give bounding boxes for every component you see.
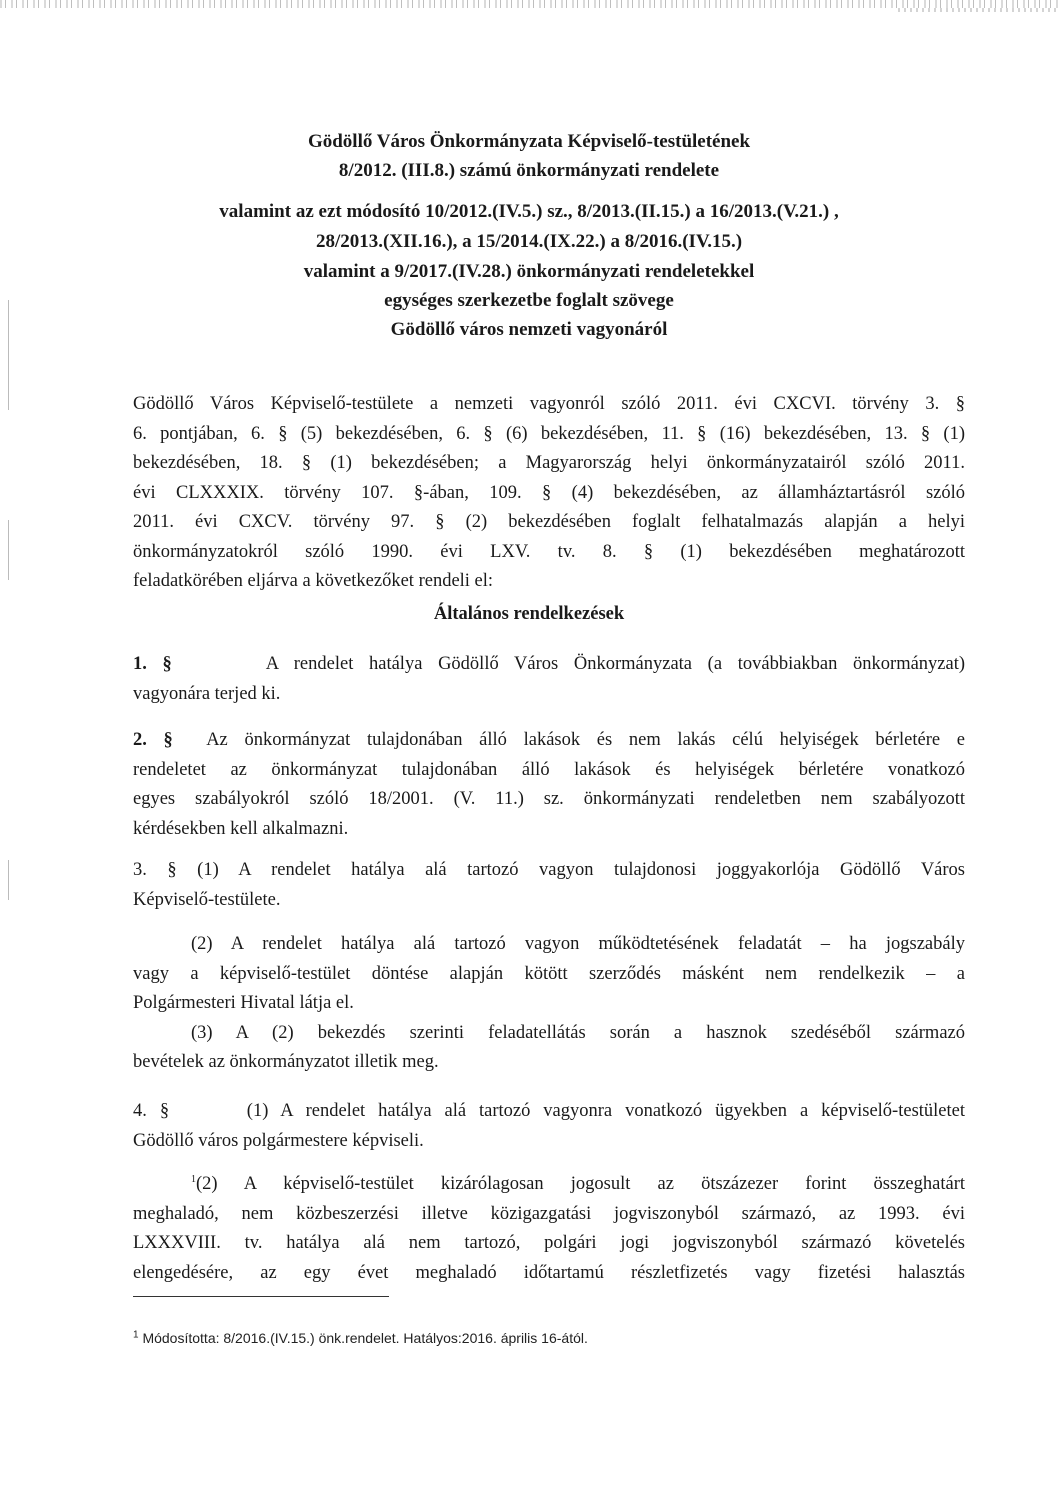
section-3-line: (3) A (2) bekezdés szerinti feladatellátás során a hasznok szedéséből származó [191, 1022, 965, 1043]
section-4-line: meghaladó, nem közbeszerzési illetve közigazgatási jogviszonyból származó, az 1993. évi [133, 1203, 965, 1224]
scan-margin-mark [8, 520, 9, 580]
section-1-line: vagyonára terjed ki. [133, 683, 281, 704]
section-4-line: (1) A rendelet hatálya alá tartozó vagyonra vonatkozó ügyekben a képviselő-testületet [246, 1101, 965, 1121]
section-3-line: Polgármesteri Hivatal látja el. [133, 993, 354, 1013]
scan-artifact-top [0, 0, 1058, 8]
scan-artifact-top-right [898, 8, 1058, 12]
section-2-line: kérdésekben kell alkalmazni. [133, 818, 349, 839]
preamble-line: önkormányzatokról szóló 1990. évi LXV. tv. 8. § (1) bekezdésében meghatározott [133, 541, 965, 562]
title-line-6: egységes szerkezetbe foglalt szövege [384, 290, 674, 311]
preamble-line: bekezdésében, 18. § (1) bekezdésében; a Magyarország helyi önkormányzatairól szóló 2011. [133, 453, 965, 473]
section-4-line: elengedésére, az egy évet meghaladó időtartamú részletfizetés vagy fizetési halasztás [133, 1262, 965, 1283]
preamble-line: évi CLXXXIX. törvény 107. §-ában, 109. § (4) bekezdésében, az államháztartásról szóló [133, 482, 965, 503]
section-3-line: (2) A rendelet hatálya alá tartozó vagyon működtetésének feladatát – ha jogszabály [191, 934, 965, 954]
title-line-3: valamint az ezt módosító 10/2012.(IV.5.) sz., 8/2013.(II.15.) a 16/2013.(V.21.) , [219, 201, 839, 222]
title-line-4: 28/2013.(XII.16.), a 15/2014.(IX.22.) a 8/2016.(IV.15.) [315, 231, 743, 252]
preamble [133, 390, 965, 597]
section-3-line: (1) A rendelet hatálya alá tartozó vagyon tulajdonosi joggyakorlója Gödöllő Város [197, 860, 965, 880]
section-1 [133, 650, 965, 709]
section-3-para-1 [133, 856, 965, 915]
section-3-line: vagy a képviselő-testület döntése alapján kötött szerződés másként nem rendelkezik – a [133, 963, 965, 984]
title-line-7: Gödöllő város nemzeti vagyonáról [390, 319, 668, 340]
footnote-text: Módosította: 8/2016.(IV.15.) önk.rendelet. Hatályos:2016. április 16-ától. [138, 1330, 588, 1346]
preamble-line: Gödöllő Város Képviselő-testülete a nemzeti vagyonról szóló 2011. évi CXCVI. törvény 3. § [133, 394, 965, 414]
section-2 [133, 726, 965, 844]
section-2-line: egyes szabályokról szóló 18/2001. (V. 11.) sz. önkormányzati rendeletben nem szabályozott [133, 789, 965, 809]
section-2-line: rendeletet az önkormányzat tulajdonában álló lakások és helyiségek bérletére vonatkozó [133, 759, 965, 780]
section-3-line: bevételek az önkormányzatot illetik meg. [133, 1052, 439, 1072]
section-4-line: (2) A képviselő-testület kizárólagosan jogosult az ötszázezer forint összeghatárt [196, 1174, 965, 1194]
section-number: 1. § [133, 654, 172, 674]
preamble-line: feladatkörében eljárva a következőket rendeli el: [133, 571, 494, 591]
title-line-1: Gödöllő Város Önkormányzata Képviselő-testületének [307, 131, 751, 152]
preamble-line: 2011. évi CXCV. törvény 97. § (2) bekezdésében foglalt felhatalmazás alapján a helyi [133, 512, 965, 532]
section-4-line: Gödöllő város polgármestere képviseli. [133, 1130, 424, 1151]
title-line-5: valamint a 9/2017.(IV.28.) önkormányzati rendeletekkel [303, 261, 755, 282]
section-1-line: A rendelet hatálya Gödöllő Város Önkormányzata (a továbbiakban önkormányzat) [265, 654, 966, 674]
section-number: 3. § [133, 860, 177, 880]
section-3-line: Képviselő-testülete. [133, 889, 281, 910]
title-line-2: 8/2012. (III.8.) számú önkormányzati rendelete [338, 160, 720, 181]
section-number: 4. § [133, 1101, 170, 1121]
scan-margin-mark [8, 860, 9, 900]
section-4-para-2 [133, 1170, 965, 1288]
section-2-line: Az önkormányzat tulajdonában álló lakások és nem lakás célú helyiségek bérletére e [206, 730, 966, 750]
footnote-reference[interactable]: 1 [191, 1173, 196, 1185]
footnote-divider [133, 1296, 389, 1297]
footnote-mark: 1 [133, 1329, 139, 1341]
section-4-para-1 [133, 1097, 965, 1156]
preamble-line: 6. pontjában, 6. § (5) bekezdésében, 6. § (6) bekezdésében, 11. § (16) bekezdésében, 13. § (1) [133, 423, 965, 444]
section-title: Általános rendelkezések [433, 604, 625, 624]
footnote [133, 1330, 588, 1346]
section-4-line: LXXXVIII. tv. hatálya alá nem tartozó, polgári jogi jogviszonyból származó követelés [133, 1233, 965, 1253]
section-3-para-2 [133, 930, 965, 1078]
section-number: 2. § [133, 730, 173, 750]
